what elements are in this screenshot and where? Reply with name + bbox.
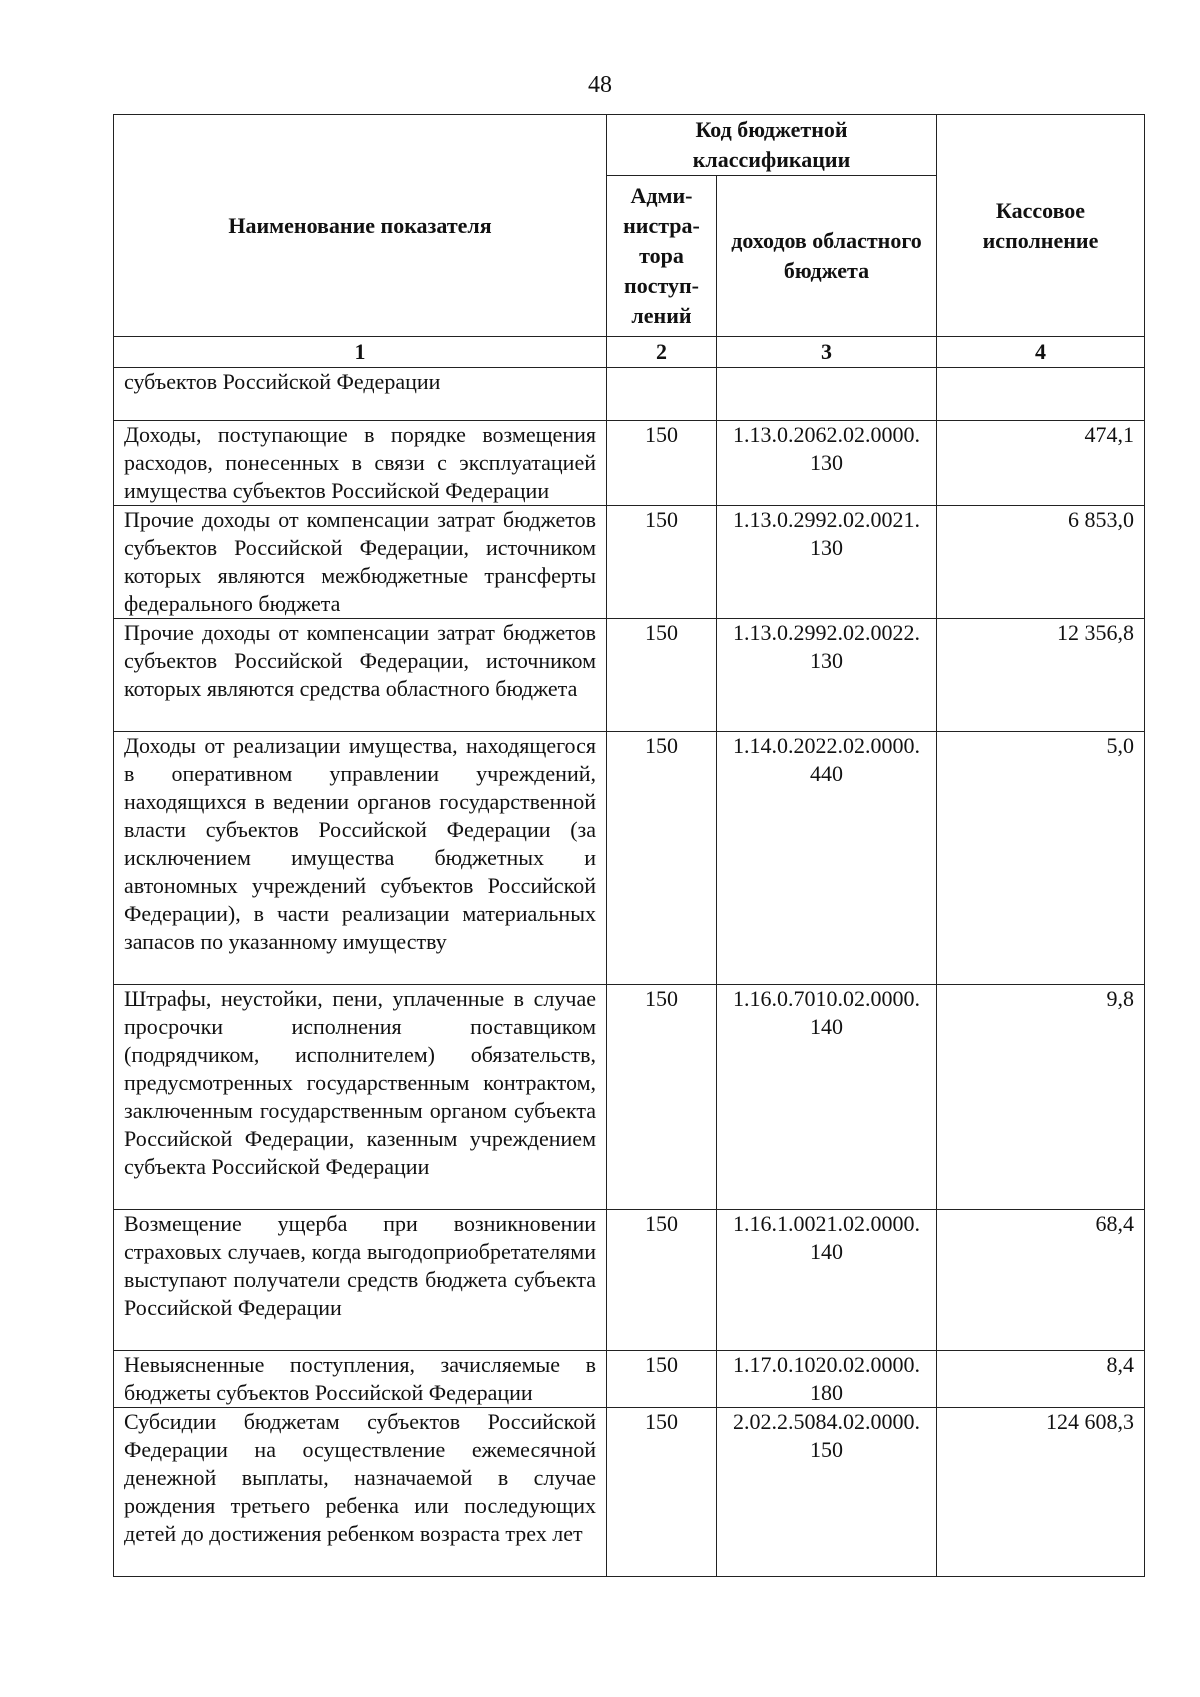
row-income-code: 1.16.0.7010.02.0000. 140 <box>717 985 937 1210</box>
row-admin-code: 150 <box>607 1351 717 1408</box>
table-row <box>114 506 1145 619</box>
header-execution: Кассовое исполнение <box>937 115 1145 337</box>
row-income-code <box>717 368 937 421</box>
row-income-code: 1.13.0.2992.02.0022. 130 <box>717 619 937 732</box>
header-code-group: Код бюджетной классификации <box>607 115 937 176</box>
row-name: Невыясненные поступления, зачисляемые в бюджеты субъектов Российской Федерации <box>114 1351 607 1408</box>
header-income: доходов областного бюджета <box>717 176 937 337</box>
row-income-code: 2.02.2.5084.02.0000. 150 <box>717 1408 937 1577</box>
row-amount: 9,8 <box>937 985 1145 1210</box>
row-name: Доходы от реализации имущества, находящегося в оперативном управлении учреждений, находящихся в ведении органов государственной власти субъектов Российской Федерации (за исключением имущества бюджетных и автономных учреждений субъектов Российской Федерации), в части реализации материальных запасов по указанному имуществу <box>114 732 607 985</box>
column-number: 2 <box>607 337 717 368</box>
header-row-top <box>114 115 1145 176</box>
row-admin-code: 150 <box>607 1210 717 1351</box>
table-row <box>114 1210 1145 1351</box>
table-row <box>114 421 1145 506</box>
column-number: 1 <box>114 337 607 368</box>
row-admin-code: 150 <box>607 421 717 506</box>
header-name: Наименование показателя <box>114 115 607 337</box>
row-name: Возмещение ущерба при возникновении страховых случаев, когда выгодоприобретателями выступают получатели средств бюджета субъекта Российской Федерации <box>114 1210 607 1351</box>
row-name: Доходы, поступающие в порядке возмещения расходов, понесенных в связи с эксплуатацией имущества субъектов Российской Федерации <box>114 421 607 506</box>
row-amount: 6 853,0 <box>937 506 1145 619</box>
row-income-code: 1.16.1.0021.02.0000. 140 <box>717 1210 937 1351</box>
row-income-code: 1.13.0.2062.02.0000. 130 <box>717 421 937 506</box>
row-amount <box>937 368 1145 421</box>
row-name: Прочие доходы от компенсации затрат бюджетов субъектов Российской Федерации, источником которых являются средства областного бюджета <box>114 619 607 732</box>
row-admin-code <box>607 368 717 421</box>
row-admin-code: 150 <box>607 619 717 732</box>
revenue-table <box>113 114 1145 1577</box>
row-name: Штрафы, неустойки, пени, уплаченные в случае просрочки исполнения поставщиком (подрядчиком, исполнителем) обязательств, предусмотренных государственным контрактом, заключенным государственным органом субъекта Российской Федерации, казенным учреждением субъекта Российской Федерации <box>114 985 607 1210</box>
row-admin-code: 150 <box>607 1408 717 1577</box>
row-amount: 474,1 <box>937 421 1145 506</box>
row-amount: 5,0 <box>937 732 1145 985</box>
header-admin: Адми-нистра-тора поступ-лений <box>607 176 717 337</box>
table-row <box>114 732 1145 985</box>
row-name: Прочие доходы от компенсации затрат бюджетов субъектов Российской Федерации, источником которых являются межбюджетные трансферты федерального бюджета <box>114 506 607 619</box>
row-admin-code: 150 <box>607 506 717 619</box>
table-row <box>114 368 1145 421</box>
table-row <box>114 1351 1145 1408</box>
row-amount: 12 356,8 <box>937 619 1145 732</box>
table-row <box>114 985 1145 1210</box>
row-amount: 68,4 <box>937 1210 1145 1351</box>
table-row <box>114 1408 1145 1577</box>
page-number: 48 <box>588 72 612 98</box>
row-income-code: 1.14.0.2022.02.0000. 440 <box>717 732 937 985</box>
table-row <box>114 619 1145 732</box>
row-income-code: 1.17.0.1020.02.0000. 180 <box>717 1351 937 1408</box>
row-amount: 124 608,3 <box>937 1408 1145 1577</box>
row-admin-code: 150 <box>607 985 717 1210</box>
column-number: 3 <box>717 337 937 368</box>
column-number: 4 <box>937 337 1145 368</box>
row-income-code: 1.13.0.2992.02.0021. 130 <box>717 506 937 619</box>
row-name: субъектов Российской Федерации <box>114 368 607 421</box>
row-admin-code: 150 <box>607 732 717 985</box>
column-number-row <box>114 337 1145 368</box>
row-amount: 8,4 <box>937 1351 1145 1408</box>
row-name: Субсидии бюджетам субъектов Российской Федерации на осуществление ежемесячной денежной выплаты, назначаемой в случае рождения третьего ребенка или последующих детей до достижения ребенком возраста трех лет <box>114 1408 607 1577</box>
